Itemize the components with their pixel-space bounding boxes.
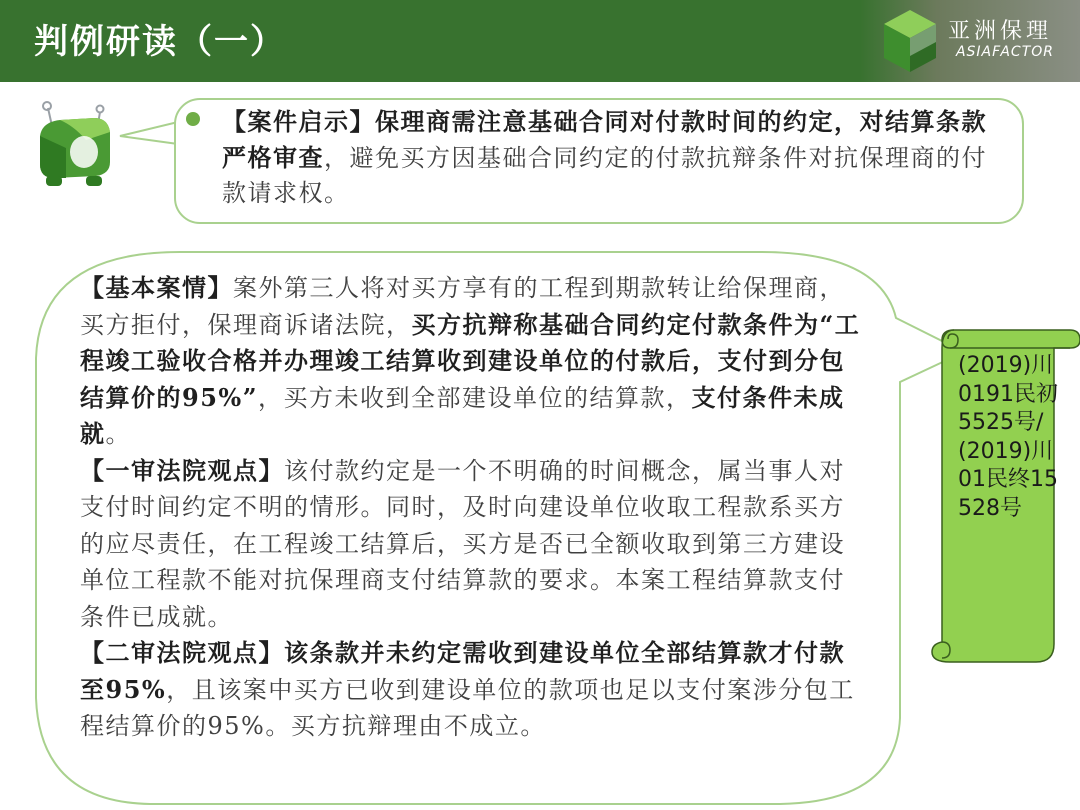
case-text bbox=[80, 270, 866, 745]
insight-text bbox=[222, 104, 1012, 211]
logo-name: 亚洲保理 bbox=[947, 19, 1052, 44]
second-instance-text: ，且该案中买方已收到建设单位的款项也足以支付案涉分包工程结算价的95%。买方抗辩理由不成立。 bbox=[80, 675, 855, 740]
basic-heading: 【基本案情】 bbox=[80, 273, 233, 302]
second-instance-bold: 该条款并未约定需收到建设单位全部结算款才付款至95% bbox=[80, 638, 845, 704]
basic-text-3: 。 bbox=[105, 420, 131, 448]
case-number-text: (2019)川0191民初5525号/(2019)川01民终15528号 bbox=[958, 353, 1058, 521]
callout-tail bbox=[118, 118, 180, 148]
mascot-icon bbox=[34, 100, 116, 192]
insight-normal: ，避免买方因基础合同约定的付款抗辩条件对抗保理商的付款请求权。 bbox=[222, 144, 987, 207]
header-bar bbox=[0, 0, 1080, 82]
first-instance-text: 该付款约定是一个不明确的时间概念，属当事人对支付时间约定不明的情形。同时，及时向建设单位收取工程款系买方的应尽责任，在工程竣工结算后，买方是否已全额收取到第三方建设单位工程款不能对抗保理商支付结算款的要求。本案工程结算款支付条件已成就。 bbox=[80, 456, 845, 631]
basic-bold-1: 买方抗辩称基础合同约定付款条件为“工程竣工验收合格并办理竣工结算收到建设单位的付款后，支付到分包结算价的95%” bbox=[80, 309, 861, 412]
basic-text-2: ，买方未收到全部建设单位的结算款， bbox=[258, 383, 692, 412]
cube-logo-icon bbox=[882, 8, 938, 74]
basic-bold-2: 支付条件未成就 bbox=[80, 382, 845, 448]
logo-subtitle: ASIAFACTOR bbox=[955, 44, 1054, 60]
insight-bold: 【案件启示】保理商需注意基础合同对付款时间的约定，对结算条款严格审查 bbox=[222, 107, 987, 172]
page-title: 判例研读（一） bbox=[34, 22, 286, 62]
basic-text-1: 案外第三人将对买方享有的工程到期款转让给保理商，买方拒付，保理商诉诸法院， bbox=[80, 274, 845, 339]
second-instance-heading: 【二审法院观点】 bbox=[80, 638, 284, 667]
bullet-icon bbox=[186, 112, 200, 126]
first-instance-heading: 【一审法院观点】 bbox=[80, 455, 284, 485]
